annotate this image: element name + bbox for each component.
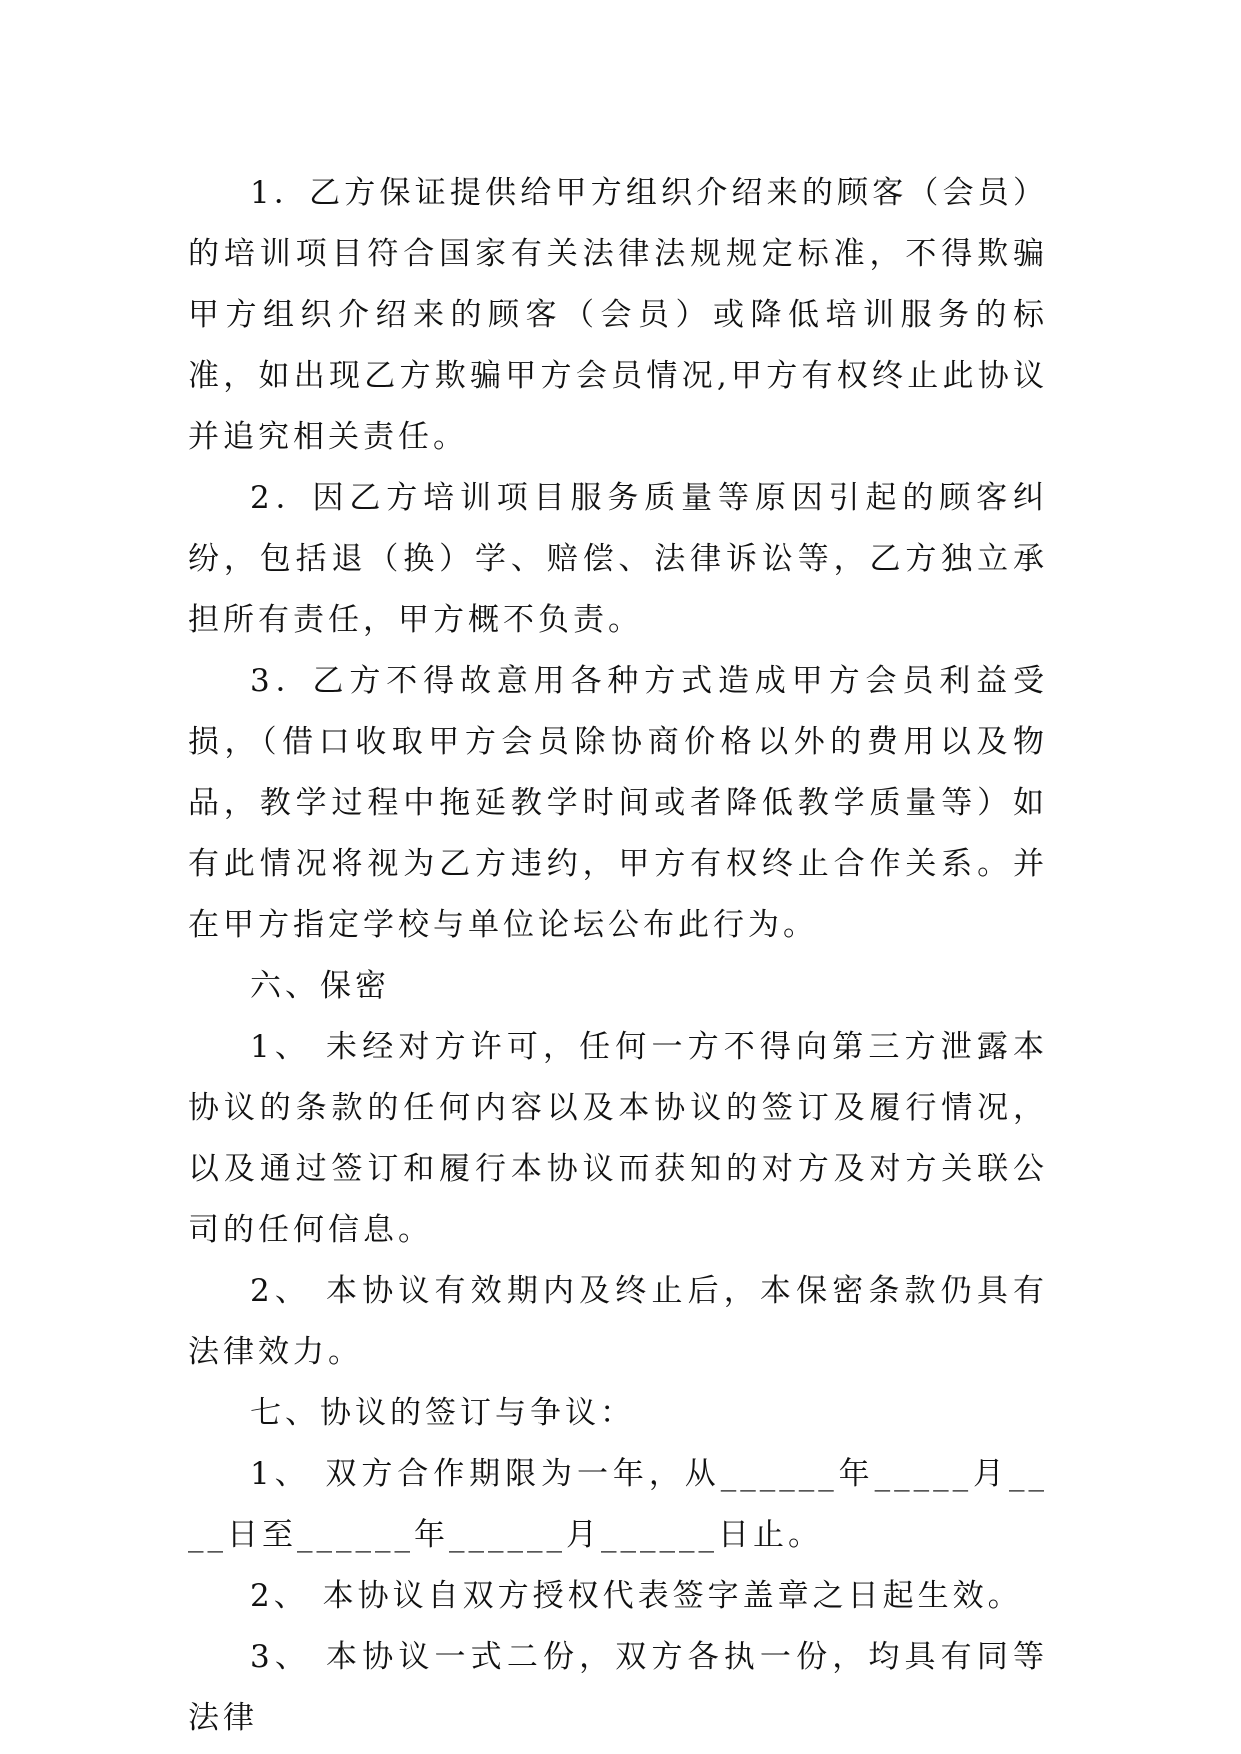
clause-paragraph: 2、 本协议有效期内及终止后，本保密条款仍具有法律效力。	[188, 1273, 1048, 1370]
clause-paragraph: 1、 双方合作期限为一年，从______年_____月____日至______年______月______日止。	[188, 1456, 1048, 1553]
clause-paragraph: 3．乙方不得故意用各种方式造成甲方会员利益受损，（借口收取甲方会员除协商价格以外的费用以及物品，教学过程中拖延教学时间或者降低教学质量等）如有此情况将视为乙方违约，甲方有权终止合作关系。并在甲方指定学校与单位论坛公布此行为。	[188, 663, 1048, 943]
clause-paragraph: 1．乙方保证提供给甲方组织介绍来的顾客（会员）的培训项目符合国家有关法律法规规定标准，不得欺骗甲方组织介绍来的顾客（会员）或降低培训服务的标准，如出现乙方欺骗甲方会员情况,甲方有权终止此协议并追究相关责任。	[188, 175, 1048, 455]
clause-paragraph: 1、 未经对方许可，任何一方不得向第三方泄露本协议的条款的任何内容以及本协议的签订及履行情况，以及通过签订和履行本协议而获知的对方及对方关联公司的任何信息。	[188, 1029, 1048, 1248]
clause-paragraph: 3、 本协议一式二份，双方各执一份，均具有同等法律	[188, 1639, 1048, 1736]
section-heading: 七、协议的签订与争议：	[250, 1395, 635, 1431]
clause-paragraph: 2、 本协议自双方授权代表签字盖章之日起生效。	[250, 1578, 1023, 1614]
document-body	[188, 163, 1048, 1749]
section-heading: 六、保密	[250, 968, 390, 1004]
clause-paragraph: 2．因乙方培训项目服务质量等原因引起的顾客纠纷，包括退（换）学、赔偿、法律诉讼等，乙方独立承担所有责任，甲方概不负责。	[188, 480, 1048, 638]
